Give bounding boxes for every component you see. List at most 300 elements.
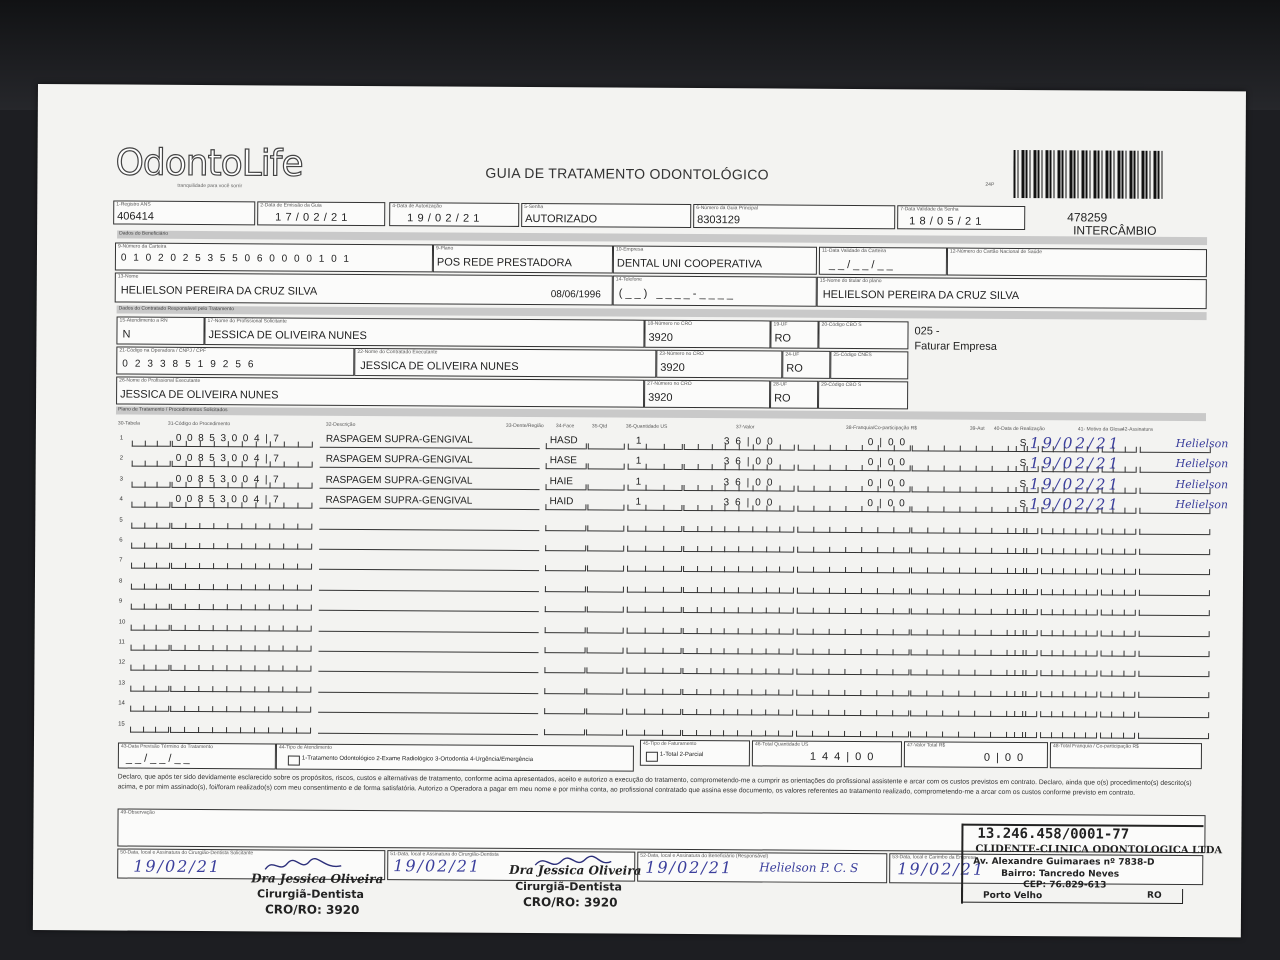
row-tick — [975, 507, 976, 513]
row-tick — [683, 648, 684, 654]
row-tick — [798, 485, 799, 491]
row-underline — [546, 468, 586, 469]
row-tick — [1026, 650, 1027, 656]
row-tick — [862, 465, 863, 471]
row-tick — [311, 564, 312, 570]
row-tick — [623, 505, 624, 511]
row-underline — [626, 693, 680, 694]
row-tick — [845, 608, 846, 614]
row-tick — [157, 461, 158, 467]
row-tick — [682, 709, 683, 715]
row-tick — [844, 710, 845, 716]
row-tick — [1006, 711, 1007, 717]
row-aut: S — [1019, 478, 1027, 490]
row-tick — [974, 691, 975, 697]
row-tick — [311, 584, 312, 590]
row-underline — [1139, 615, 1209, 616]
row-tick — [1140, 488, 1141, 494]
row-tick — [829, 649, 830, 655]
row-tick — [844, 731, 845, 737]
row-underline — [130, 711, 168, 712]
row-tick — [893, 649, 894, 655]
carteira-value: 0102025355060000101 — [120, 252, 356, 265]
row-tick — [1136, 467, 1137, 473]
row-tick — [663, 607, 664, 613]
row-tick — [1026, 589, 1027, 595]
row-tick — [1052, 548, 1053, 554]
row-tick — [296, 707, 297, 713]
row-tick — [310, 707, 311, 713]
row-tick — [255, 605, 256, 611]
row-tick — [909, 568, 910, 574]
row-tick — [976, 446, 977, 452]
row-tick — [737, 730, 738, 736]
row-tick — [683, 587, 684, 593]
row-underline — [545, 632, 585, 633]
row-tick — [212, 706, 213, 712]
row-tick — [168, 706, 169, 712]
row-tick — [683, 526, 684, 532]
row-tick — [227, 564, 228, 570]
row-tick — [586, 688, 587, 694]
row-tick — [991, 629, 992, 635]
row-tick — [683, 566, 684, 572]
row-tick — [976, 466, 977, 472]
row-tick — [794, 485, 795, 491]
nascimento-value: 08/06/1996 — [550, 289, 601, 301]
row-tick — [623, 627, 624, 633]
row-tick — [1096, 671, 1097, 677]
row-tick — [132, 441, 133, 447]
row-tick — [1007, 507, 1008, 513]
row-tick — [959, 568, 960, 574]
row-tick — [1037, 528, 1038, 534]
row-tick — [893, 588, 894, 594]
row-tick — [990, 691, 991, 697]
row-tick — [645, 546, 646, 552]
row-tick — [1097, 630, 1098, 636]
row-tick — [1007, 548, 1008, 554]
row-tick — [255, 543, 256, 549]
row-tick — [1112, 691, 1113, 697]
row-tick — [909, 649, 910, 655]
row-assinatura: Helielson — [1175, 477, 1229, 492]
row-tick — [298, 442, 299, 448]
row-tick — [793, 628, 794, 634]
row-tick — [623, 648, 624, 654]
row-tick — [1006, 670, 1007, 676]
row-tick — [586, 443, 587, 449]
row-tick — [813, 547, 814, 553]
row-tick — [893, 527, 894, 533]
row-tick — [664, 444, 665, 450]
row-tick — [312, 482, 313, 488]
row-tick — [144, 502, 145, 508]
th-assinatura: 42-Assinatura — [1121, 426, 1153, 433]
telefone-value: (__) ____-____ — [618, 287, 736, 301]
row-tick — [779, 567, 780, 573]
row-tick — [627, 607, 628, 613]
row-tick — [711, 505, 712, 511]
row-underline — [131, 568, 169, 569]
row-tick — [829, 547, 830, 553]
row-tick — [813, 608, 814, 614]
row-underline — [1101, 533, 1135, 534]
uf-executante-value: RO — [774, 392, 791, 405]
row-tick — [185, 584, 186, 590]
row-tick — [1014, 711, 1015, 717]
row-tick — [710, 709, 711, 715]
row-tick — [255, 564, 256, 570]
row-tick — [1124, 447, 1125, 453]
row-dente: HASD — [549, 435, 578, 447]
row-tick — [1063, 711, 1064, 717]
uf-contratado-label: 24-UF — [785, 351, 800, 358]
row-tick — [255, 584, 256, 590]
row-tick — [268, 686, 269, 692]
row-number: 4 — [119, 496, 123, 503]
row-tick — [627, 648, 628, 654]
row-tick — [199, 604, 200, 610]
row-underline — [545, 530, 585, 531]
cro-solicitante-value: 3920 — [648, 331, 673, 344]
row-tick — [765, 669, 766, 675]
row-underline — [1101, 635, 1135, 636]
row-tick — [241, 625, 242, 631]
row-tick — [312, 462, 313, 468]
row-valor: 0|00 — [867, 498, 911, 510]
row-tick — [860, 669, 861, 675]
row-underline — [1100, 737, 1134, 738]
prof-solicitante-value: JESSICA DE OLIVEIRA NUNES — [208, 329, 367, 343]
row-tick — [877, 547, 878, 553]
row-tick — [1064, 548, 1065, 554]
row-tick — [157, 482, 158, 488]
row-tick — [861, 608, 862, 614]
row-tick — [144, 543, 145, 549]
row-tick — [958, 670, 959, 676]
row-tick — [792, 730, 793, 736]
row-tick — [131, 522, 132, 528]
row-tick — [737, 669, 738, 675]
row-tick — [1100, 732, 1101, 738]
row-tick — [927, 649, 928, 655]
row-tick — [751, 710, 752, 716]
row-tick — [585, 505, 586, 511]
row-tick — [892, 731, 893, 737]
row-tick — [991, 650, 992, 656]
row-tick — [584, 688, 585, 694]
row-tick — [226, 727, 227, 733]
row-tick — [844, 690, 845, 696]
row-tick — [131, 624, 132, 630]
row-tick — [586, 464, 587, 470]
row-tick — [296, 666, 297, 672]
row-tick — [1124, 508, 1125, 514]
row-tick — [909, 629, 910, 635]
row-tick — [171, 604, 172, 610]
row-underline — [318, 671, 538, 673]
row-dente: HAIE — [549, 475, 573, 488]
doctor2-cro: CRO/RO: 3920 — [522, 894, 618, 910]
cartao-nacional-label: 12-Número do Cartão Nacional de Saúde — [949, 248, 1043, 256]
row-tick — [545, 606, 546, 612]
row-underline — [544, 734, 584, 735]
row-tick — [169, 522, 170, 528]
row-tick — [1111, 732, 1112, 738]
guide-type: INTERCÂMBIO — [1073, 223, 1157, 238]
row-underline — [319, 651, 539, 653]
row-underline — [586, 673, 622, 674]
row-tick — [627, 586, 628, 592]
row-tick — [796, 710, 797, 716]
guide-number: 478259 — [1067, 210, 1108, 225]
row-tick — [240, 706, 241, 712]
row-tick — [240, 686, 241, 692]
row-tick — [1052, 650, 1053, 656]
row-tick — [876, 731, 877, 737]
row-tick — [860, 710, 861, 716]
row-tick — [132, 481, 133, 487]
row-tick — [1007, 589, 1008, 595]
row-number: 14 — [118, 700, 125, 707]
row-underline — [587, 632, 623, 633]
row-tick — [268, 666, 269, 672]
row-tick — [765, 648, 766, 654]
row-tick — [143, 706, 144, 712]
row-tick — [623, 546, 624, 552]
row-tick — [793, 608, 794, 614]
row-tick — [283, 605, 284, 611]
row-tick — [909, 609, 910, 615]
row-tick — [813, 567, 814, 573]
row-tick — [911, 527, 912, 533]
data-emissao-value: 17/02/21 — [275, 211, 352, 224]
row-tick — [268, 727, 269, 733]
row-tick — [765, 587, 766, 593]
row-underline — [587, 571, 623, 572]
row-tick — [814, 486, 815, 492]
row-tick — [297, 564, 298, 570]
form-paper — [33, 84, 1246, 937]
validade-carteira-label: 11-Data Validade da Carteira — [821, 247, 887, 255]
row-tick — [663, 505, 664, 511]
cpf-operadora-label: 21-Código na Operadora / CNPJ / CPF — [119, 347, 207, 355]
row-tick — [587, 647, 588, 653]
row-tick — [1139, 569, 1140, 575]
row-tick — [1100, 712, 1101, 718]
row-number: 12 — [118, 659, 126, 666]
row-tick — [156, 543, 157, 549]
row-tick — [662, 668, 663, 674]
row-tick — [992, 487, 993, 493]
row-underline — [627, 530, 681, 531]
row-tick — [1112, 549, 1113, 555]
row-tick — [644, 709, 645, 715]
total-us-value: 144|00 — [809, 750, 880, 764]
row-tick — [131, 543, 132, 549]
assin-solicitante-date: 19/02/21 — [133, 856, 222, 877]
row-tick — [213, 604, 214, 610]
row-tick — [990, 670, 991, 676]
row-underline — [588, 448, 624, 449]
row-tick — [797, 628, 798, 634]
row-tick — [544, 708, 545, 714]
row-tick — [157, 522, 158, 528]
row-tick — [738, 526, 739, 532]
row-tick — [1064, 528, 1065, 534]
row-underline — [1139, 656, 1209, 657]
row-tick — [793, 587, 794, 593]
row-tick — [185, 563, 186, 569]
validade-senha-value: 18/05/21 — [909, 215, 986, 228]
row-data-realizacao: 19/02/21 — [1029, 495, 1121, 514]
row-tick — [662, 729, 663, 735]
row-tick — [241, 564, 242, 570]
row-tick — [1139, 549, 1140, 555]
row-tick — [681, 546, 682, 552]
row-tick — [199, 584, 200, 590]
row-tick — [587, 607, 588, 613]
row-tick — [1209, 529, 1210, 535]
row-tick — [199, 543, 200, 549]
registro-ans-label: 1-Registro ANS — [116, 201, 151, 208]
row-tick — [1051, 732, 1052, 738]
row-tick — [296, 727, 297, 733]
row-tick — [812, 669, 813, 675]
row-qtd: 1 — [635, 476, 642, 488]
row-number: 3 — [119, 476, 123, 483]
row-underline — [319, 610, 539, 612]
row-tick — [926, 711, 927, 717]
row-tick — [1063, 630, 1064, 636]
row-tick — [199, 523, 200, 529]
row-tick — [254, 686, 255, 692]
row-tick — [682, 444, 683, 450]
row-tick — [710, 669, 711, 675]
row-tick — [1006, 732, 1007, 738]
row-tick — [545, 586, 546, 592]
row-tick — [544, 667, 545, 673]
row-underline — [1139, 513, 1209, 514]
row-underline — [130, 731, 168, 732]
row-tick — [991, 507, 992, 513]
row-tick — [1136, 488, 1137, 494]
row-tick — [910, 711, 911, 717]
row-tick — [680, 668, 681, 674]
row-tick — [1037, 589, 1038, 595]
cbo-solicitante-value: 025 - — [914, 325, 940, 338]
row-tick — [645, 505, 646, 511]
row-tick — [131, 563, 132, 569]
row-tick — [227, 625, 228, 631]
row-tick — [911, 568, 912, 574]
row-tick — [227, 645, 228, 651]
row-underline — [320, 447, 540, 449]
row-tick — [724, 689, 725, 695]
row-underline — [1101, 594, 1135, 595]
row-tick — [157, 441, 158, 447]
row-tick — [227, 604, 228, 610]
row-underline — [587, 612, 623, 613]
row-underline — [1040, 696, 1096, 697]
tipo-atendimento-checkbox[interactable] — [288, 756, 300, 766]
row-tick — [1036, 671, 1037, 677]
row-tick — [860, 690, 861, 696]
row-tick — [185, 625, 186, 631]
row-tick — [813, 588, 814, 594]
row-tick — [990, 731, 991, 737]
row-tick — [1208, 672, 1209, 678]
row-tick — [1123, 712, 1124, 718]
row-tick — [846, 486, 847, 492]
row-tick — [960, 466, 961, 472]
row-tick — [311, 503, 312, 509]
row-tick — [1100, 671, 1101, 677]
row-tick — [698, 444, 699, 450]
row-tick — [172, 441, 173, 447]
row-tick — [131, 502, 132, 508]
row-tick — [1037, 569, 1038, 575]
row-tick — [1101, 589, 1102, 595]
th-tabela: 30-Tabela — [117, 420, 140, 427]
row-qtd: 1 — [635, 496, 642, 508]
row-underline — [545, 652, 585, 653]
row-underline — [1100, 696, 1134, 697]
row-tick — [1123, 651, 1124, 657]
row-underline — [627, 612, 681, 613]
row-tick — [697, 464, 698, 470]
row-tick — [628, 464, 629, 470]
row-tick — [944, 486, 945, 492]
row-tick — [830, 486, 831, 492]
row-tick — [752, 546, 753, 552]
row-tick — [943, 527, 944, 533]
row-tick — [959, 507, 960, 513]
row-tick — [662, 709, 663, 715]
row-tick — [310, 727, 311, 733]
row-tick — [1040, 691, 1041, 697]
row-tick — [1134, 712, 1135, 718]
row-tick — [240, 666, 241, 672]
row-tick — [586, 709, 587, 715]
row-tick — [927, 629, 928, 635]
faturamento-checkbox[interactable] — [646, 752, 658, 762]
row-tick — [1138, 712, 1139, 718]
row-underline — [1138, 676, 1208, 677]
row-tick — [944, 466, 945, 472]
row-tick — [1008, 446, 1009, 452]
row-aut: S — [1019, 499, 1027, 511]
row-tick — [226, 686, 227, 692]
row-tick — [877, 568, 878, 574]
row-tick — [226, 666, 227, 672]
row-tick — [184, 665, 185, 671]
row-tick — [645, 525, 646, 531]
row-qtd-us: 36|00 — [723, 497, 779, 509]
row-tick — [545, 525, 546, 531]
row-tick — [723, 730, 724, 736]
row-tick — [1086, 589, 1087, 595]
row-tick — [877, 527, 878, 533]
doctor1-cro: CRO/RO: 3920 — [264, 902, 360, 917]
row-tick — [1209, 590, 1210, 596]
row-tick — [796, 689, 797, 695]
row-tick — [751, 669, 752, 675]
row-tick — [1074, 610, 1075, 616]
row-underline — [546, 448, 586, 449]
row-tick — [683, 546, 684, 552]
